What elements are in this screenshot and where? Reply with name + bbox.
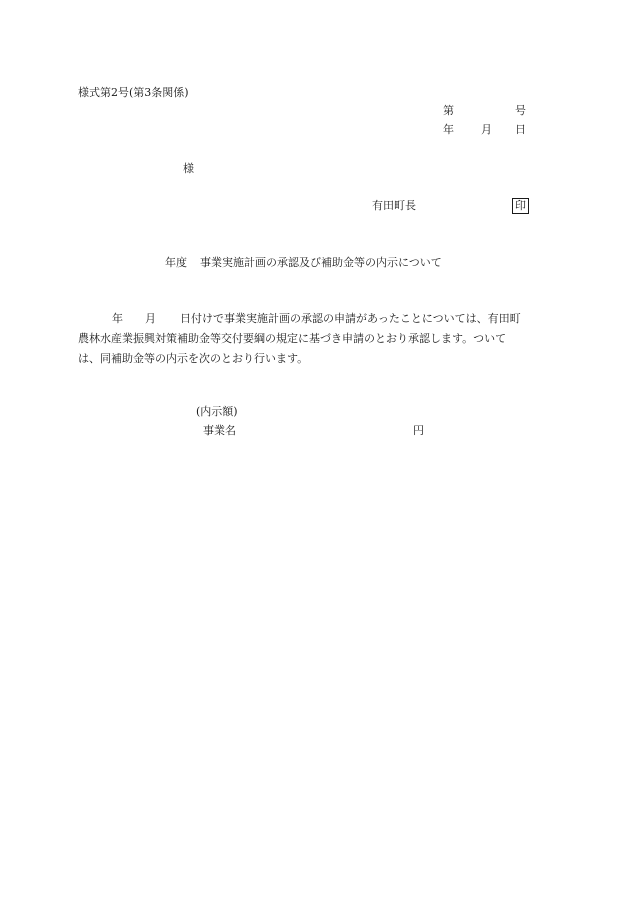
body-paragraph xyxy=(78,309,550,369)
yen-unit: 円 xyxy=(413,424,424,437)
addressee-suffix: 様 xyxy=(183,162,194,175)
form-label: 様式第2号(第3条関係) xyxy=(78,86,189,99)
subject-year-label: 年度 xyxy=(165,256,187,269)
date-year: 年 xyxy=(443,123,454,136)
body-month: 月 xyxy=(145,312,156,325)
doc-number-suffix: 号 xyxy=(515,104,526,117)
seal-mark xyxy=(512,198,529,214)
body-line-3: は、同補助金等の内示を次のとおり行います。 xyxy=(78,352,309,365)
body-line-2: 農林水産業振興対策補助金等交付要綱の規定に基づき申請のとおり承認します。ついて xyxy=(78,332,507,345)
date-day: 日 xyxy=(515,123,526,136)
date-month: 月 xyxy=(481,123,492,136)
body-line-1 xyxy=(78,309,550,329)
body-year: 年 xyxy=(112,312,123,325)
issuer-name: 有田町長 xyxy=(372,199,416,212)
seal-text: 印 xyxy=(512,198,529,214)
notice-heading: (内示額) xyxy=(196,405,238,418)
doc-number-prefix: 第 xyxy=(443,104,454,117)
business-name-label: 事業名 xyxy=(203,424,236,437)
body-line-1-text: 日付けで事業実施計画の承認の申請があったことについては、有田町 xyxy=(180,312,521,325)
subject-title: 事業実施計画の承認及び補助金等の内示について xyxy=(200,256,442,269)
